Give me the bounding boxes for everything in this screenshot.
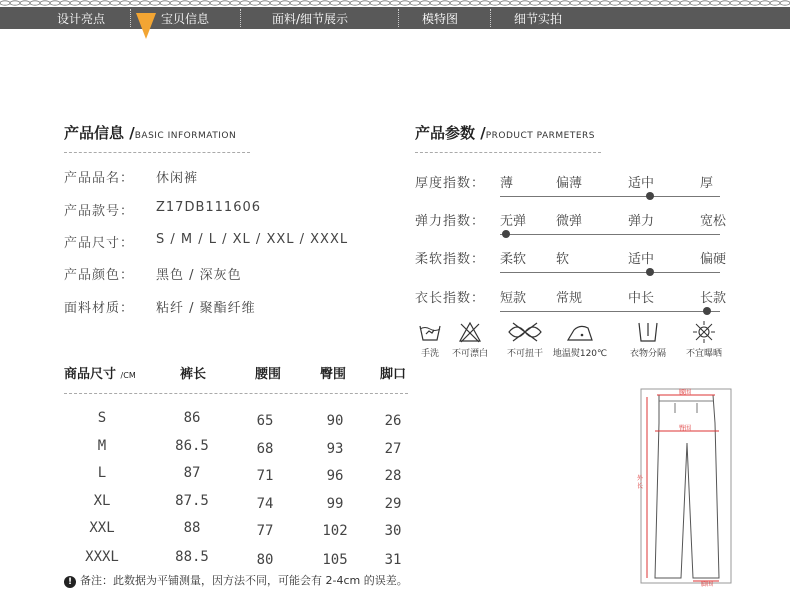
chain-link bbox=[320, 1, 330, 5]
param-option: 短款 bbox=[500, 291, 527, 306]
chain-link bbox=[0, 1, 10, 5]
info-label: 产品品名： bbox=[64, 171, 135, 186]
care-label: 不可扭干 bbox=[506, 349, 543, 359]
info-row-sizes bbox=[64, 232, 349, 251]
chain-link bbox=[450, 1, 460, 5]
param-scale-marker bbox=[646, 192, 654, 200]
size-value-cell: 71 bbox=[256, 468, 274, 484]
size-value-cell: 30 bbox=[384, 523, 402, 539]
param-label: 柔软指数： bbox=[415, 252, 486, 267]
param-option: 中长 bbox=[628, 291, 655, 306]
size-value-cell: 65 bbox=[256, 413, 274, 429]
chain-link bbox=[10, 1, 20, 5]
size-value-cell: 96 bbox=[326, 468, 344, 484]
chain-decoration bbox=[0, 0, 790, 6]
wash-separately-icon bbox=[620, 320, 676, 344]
chain-link bbox=[270, 1, 280, 5]
info-row-name bbox=[64, 167, 199, 186]
size-value-cell: 28 bbox=[384, 468, 402, 484]
param-scale-track bbox=[500, 234, 720, 235]
chain-link bbox=[400, 1, 410, 5]
chain-link bbox=[390, 1, 400, 5]
nav-separator bbox=[398, 9, 400, 27]
param-row bbox=[415, 210, 725, 250]
size-value-cell: 88.5 bbox=[175, 549, 209, 565]
chain-link bbox=[70, 1, 80, 5]
info-value: 粘纤 / 聚酯纤维 bbox=[156, 301, 256, 316]
pants-diagram bbox=[635, 383, 737, 589]
size-value-cell: 90 bbox=[326, 413, 344, 429]
info-label: 面料材质： bbox=[64, 301, 135, 316]
active-tab-marker bbox=[136, 13, 156, 39]
size-value-cell: 93 bbox=[326, 441, 344, 457]
chain-link bbox=[650, 1, 660, 5]
param-label: 厚度指数： bbox=[415, 176, 486, 191]
note-text: 备注：此数据为平铺测量，因方法不同，可能会有 2-4cm 的误差。 bbox=[80, 574, 408, 587]
chain-link bbox=[300, 1, 310, 5]
param-option: 薄 bbox=[500, 176, 514, 191]
param-option: 宽松 bbox=[700, 214, 727, 229]
chain-link bbox=[40, 1, 50, 5]
chain-link bbox=[170, 1, 180, 5]
size-value-cell: 80 bbox=[256, 552, 274, 568]
param-option: 适中 bbox=[628, 252, 655, 267]
param-scale-marker bbox=[646, 268, 654, 276]
hem-label: 脚围 bbox=[701, 581, 714, 588]
title-slash: / bbox=[480, 124, 486, 142]
care-item bbox=[552, 320, 608, 359]
col-header-waist: 腰围 bbox=[255, 367, 282, 382]
chain-link bbox=[740, 1, 750, 5]
info-section-title bbox=[64, 122, 236, 143]
params-section-title bbox=[415, 122, 595, 143]
chain-link bbox=[530, 1, 540, 5]
size-value-cell: 29 bbox=[384, 496, 402, 512]
chain-link bbox=[440, 1, 450, 5]
chain-link bbox=[200, 1, 210, 5]
chain-link bbox=[220, 1, 230, 5]
info-row-colors bbox=[64, 264, 242, 283]
col-header-length: 裤长 bbox=[180, 367, 207, 382]
no-sun-icon bbox=[676, 320, 732, 344]
params-title-en: PRODUCT PARMETERS bbox=[485, 131, 596, 141]
nav-item-model[interactable]: 模特图 bbox=[422, 12, 459, 26]
chain-link bbox=[210, 1, 220, 5]
chain-link bbox=[760, 1, 770, 5]
size-value-cell: 26 bbox=[384, 413, 402, 429]
param-label: 弹力指数： bbox=[415, 214, 486, 229]
nav-item-design[interactable]: 设计亮点 bbox=[57, 12, 106, 26]
info-row-material bbox=[64, 297, 256, 316]
no-bleach-icon bbox=[442, 320, 498, 344]
col-header-hem: 脚口 bbox=[380, 367, 407, 382]
chain-link bbox=[690, 1, 700, 5]
chain-link bbox=[640, 1, 650, 5]
chain-link bbox=[50, 1, 60, 5]
chain-link bbox=[770, 1, 780, 5]
param-option: 偏薄 bbox=[556, 176, 583, 191]
chain-link bbox=[290, 1, 300, 5]
size-cell: XL bbox=[93, 493, 111, 509]
chain-link bbox=[780, 1, 790, 5]
chain-link bbox=[660, 1, 670, 5]
param-label: 衣长指数： bbox=[415, 291, 486, 306]
size-cell: L bbox=[97, 465, 107, 481]
care-label: 不宜曝晒 bbox=[685, 349, 722, 359]
chain-link bbox=[20, 1, 30, 5]
nav-bar bbox=[0, 7, 790, 29]
size-value-cell: 86.5 bbox=[175, 438, 209, 454]
chain-link bbox=[350, 1, 360, 5]
param-option: 柔软 bbox=[500, 252, 527, 267]
nav-separator bbox=[490, 9, 492, 27]
chain-link bbox=[500, 1, 510, 5]
chain-link bbox=[710, 1, 720, 5]
care-item bbox=[497, 320, 553, 359]
size-value-cell: 88 bbox=[183, 520, 201, 536]
param-scale-track bbox=[500, 196, 720, 197]
size-value-cell: 68 bbox=[256, 441, 274, 457]
size-value-cell: 86 bbox=[183, 410, 201, 426]
chain-link bbox=[380, 1, 390, 5]
size-table-header-label bbox=[64, 363, 136, 382]
chain-link bbox=[600, 1, 610, 5]
chain-link bbox=[160, 1, 170, 5]
chain-link bbox=[260, 1, 270, 5]
nav-item-fabric[interactable]: 面料/细节展示 bbox=[272, 12, 349, 26]
chain-link bbox=[330, 1, 340, 5]
care-item bbox=[442, 320, 498, 359]
chain-link bbox=[60, 1, 70, 5]
chain-link bbox=[630, 1, 640, 5]
chain-link bbox=[280, 1, 290, 5]
care-label: 手洗 bbox=[420, 349, 439, 359]
chain-link bbox=[180, 1, 190, 5]
info-label: 产品款号： bbox=[64, 204, 135, 219]
chain-link bbox=[510, 1, 520, 5]
info-value: 休闲裤 bbox=[156, 171, 199, 186]
info-label: 产品颜色： bbox=[64, 268, 135, 283]
chain-link bbox=[490, 1, 500, 5]
top-banner bbox=[0, 0, 790, 30]
size-cell: XXL bbox=[89, 520, 115, 536]
chain-link bbox=[410, 1, 420, 5]
param-option: 适中 bbox=[628, 176, 655, 191]
size-cell: XXXL bbox=[85, 549, 119, 565]
param-row bbox=[415, 172, 725, 212]
chain-link bbox=[620, 1, 630, 5]
care-label: 地温熨120℃ bbox=[552, 349, 608, 359]
info-value: Z17DB111606 bbox=[156, 200, 262, 215]
info-title: 产品信息 bbox=[64, 124, 125, 142]
size-value-cell: 105 bbox=[322, 552, 348, 568]
param-option: 软 bbox=[556, 252, 570, 267]
chain-link bbox=[590, 1, 600, 5]
chain-link bbox=[430, 1, 440, 5]
chain-link bbox=[240, 1, 250, 5]
chain-link bbox=[370, 1, 380, 5]
param-scale-marker bbox=[502, 230, 510, 238]
care-item bbox=[620, 320, 676, 359]
chain-link bbox=[580, 1, 590, 5]
chain-link bbox=[570, 1, 580, 5]
chain-link bbox=[480, 1, 490, 5]
chain-link bbox=[750, 1, 760, 5]
care-label: 不可漂白 bbox=[451, 349, 488, 359]
chain-link bbox=[190, 1, 200, 5]
length-label: 外长 bbox=[637, 475, 644, 490]
pants-outline bbox=[635, 383, 737, 589]
chain-link bbox=[90, 1, 100, 5]
param-option: 偏硬 bbox=[700, 252, 727, 267]
chain-link bbox=[80, 1, 90, 5]
param-option: 无弹 bbox=[500, 214, 527, 229]
param-option: 常规 bbox=[556, 291, 583, 306]
hip-label: 臀围 bbox=[679, 425, 692, 432]
measurement-note bbox=[64, 572, 408, 588]
low-iron-icon bbox=[552, 320, 608, 344]
chain-link bbox=[30, 1, 40, 5]
chain-link bbox=[140, 1, 150, 5]
chain-link bbox=[120, 1, 130, 5]
chain-link bbox=[310, 1, 320, 5]
chain-link bbox=[470, 1, 480, 5]
chain-link bbox=[720, 1, 730, 5]
chain-link bbox=[610, 1, 620, 5]
size-value-cell: 99 bbox=[326, 496, 344, 512]
warning-icon: ! bbox=[64, 576, 76, 588]
chain-link bbox=[670, 1, 680, 5]
params-title: 产品参数 bbox=[415, 124, 476, 142]
info-value: 黑色 / 深灰色 bbox=[156, 268, 242, 283]
col-header-hip: 臀围 bbox=[320, 367, 347, 382]
size-header-text: 商品尺寸 bbox=[64, 367, 117, 382]
nav-separator bbox=[130, 9, 132, 27]
size-cell: S bbox=[97, 410, 107, 426]
chain-link bbox=[360, 1, 370, 5]
nav-item-product-info[interactable]: 宝贝信息 bbox=[161, 12, 210, 26]
size-value-cell: 27 bbox=[384, 441, 402, 457]
divider bbox=[64, 152, 250, 153]
size-value-cell: 87.5 bbox=[175, 493, 209, 509]
param-option: 长款 bbox=[700, 291, 727, 306]
divider bbox=[64, 393, 408, 394]
chain-link bbox=[730, 1, 740, 5]
chain-link bbox=[100, 1, 110, 5]
chain-link bbox=[700, 1, 710, 5]
info-label: 产品尺寸： bbox=[64, 236, 135, 251]
size-cell: M bbox=[97, 438, 107, 454]
size-header-unit: /CM bbox=[120, 371, 136, 380]
info-title-en: BASIC INFORMATION bbox=[134, 131, 237, 141]
chain-link bbox=[340, 1, 350, 5]
chain-link bbox=[150, 1, 160, 5]
param-option: 厚 bbox=[700, 176, 714, 191]
chain-link bbox=[420, 1, 430, 5]
size-value-cell: 102 bbox=[322, 523, 348, 539]
chain-link bbox=[110, 1, 120, 5]
waist-label: 腰围 bbox=[679, 389, 692, 396]
size-value-cell: 31 bbox=[384, 552, 402, 568]
size-value-cell: 77 bbox=[256, 523, 274, 539]
chain-link bbox=[550, 1, 560, 5]
size-value-cell: 87 bbox=[183, 465, 201, 481]
title-slash: / bbox=[129, 124, 135, 142]
info-value: S / M / L / XL / XXL / XXXL bbox=[156, 232, 349, 247]
param-scale-track bbox=[500, 272, 720, 273]
param-option: 微弹 bbox=[556, 214, 583, 229]
info-row-style-no bbox=[64, 200, 262, 219]
divider bbox=[415, 152, 601, 153]
chain-link bbox=[460, 1, 470, 5]
chain-link bbox=[680, 1, 690, 5]
param-scale-track bbox=[500, 311, 720, 312]
nav-item-detail-photos[interactable]: 细节实拍 bbox=[514, 12, 563, 26]
chain-link bbox=[250, 1, 260, 5]
nav-separator bbox=[240, 9, 242, 27]
care-label: 衣物分隔 bbox=[629, 349, 666, 359]
chain-link bbox=[520, 1, 530, 5]
param-row bbox=[415, 248, 725, 288]
chain-link bbox=[540, 1, 550, 5]
param-scale-marker bbox=[703, 307, 711, 315]
size-value-cell: 74 bbox=[256, 496, 274, 512]
no-wring-icon bbox=[497, 320, 553, 344]
chain-link bbox=[230, 1, 240, 5]
chain-link bbox=[130, 1, 140, 5]
care-item bbox=[676, 320, 732, 359]
chain-link bbox=[560, 1, 570, 5]
param-option: 弹力 bbox=[628, 214, 655, 229]
